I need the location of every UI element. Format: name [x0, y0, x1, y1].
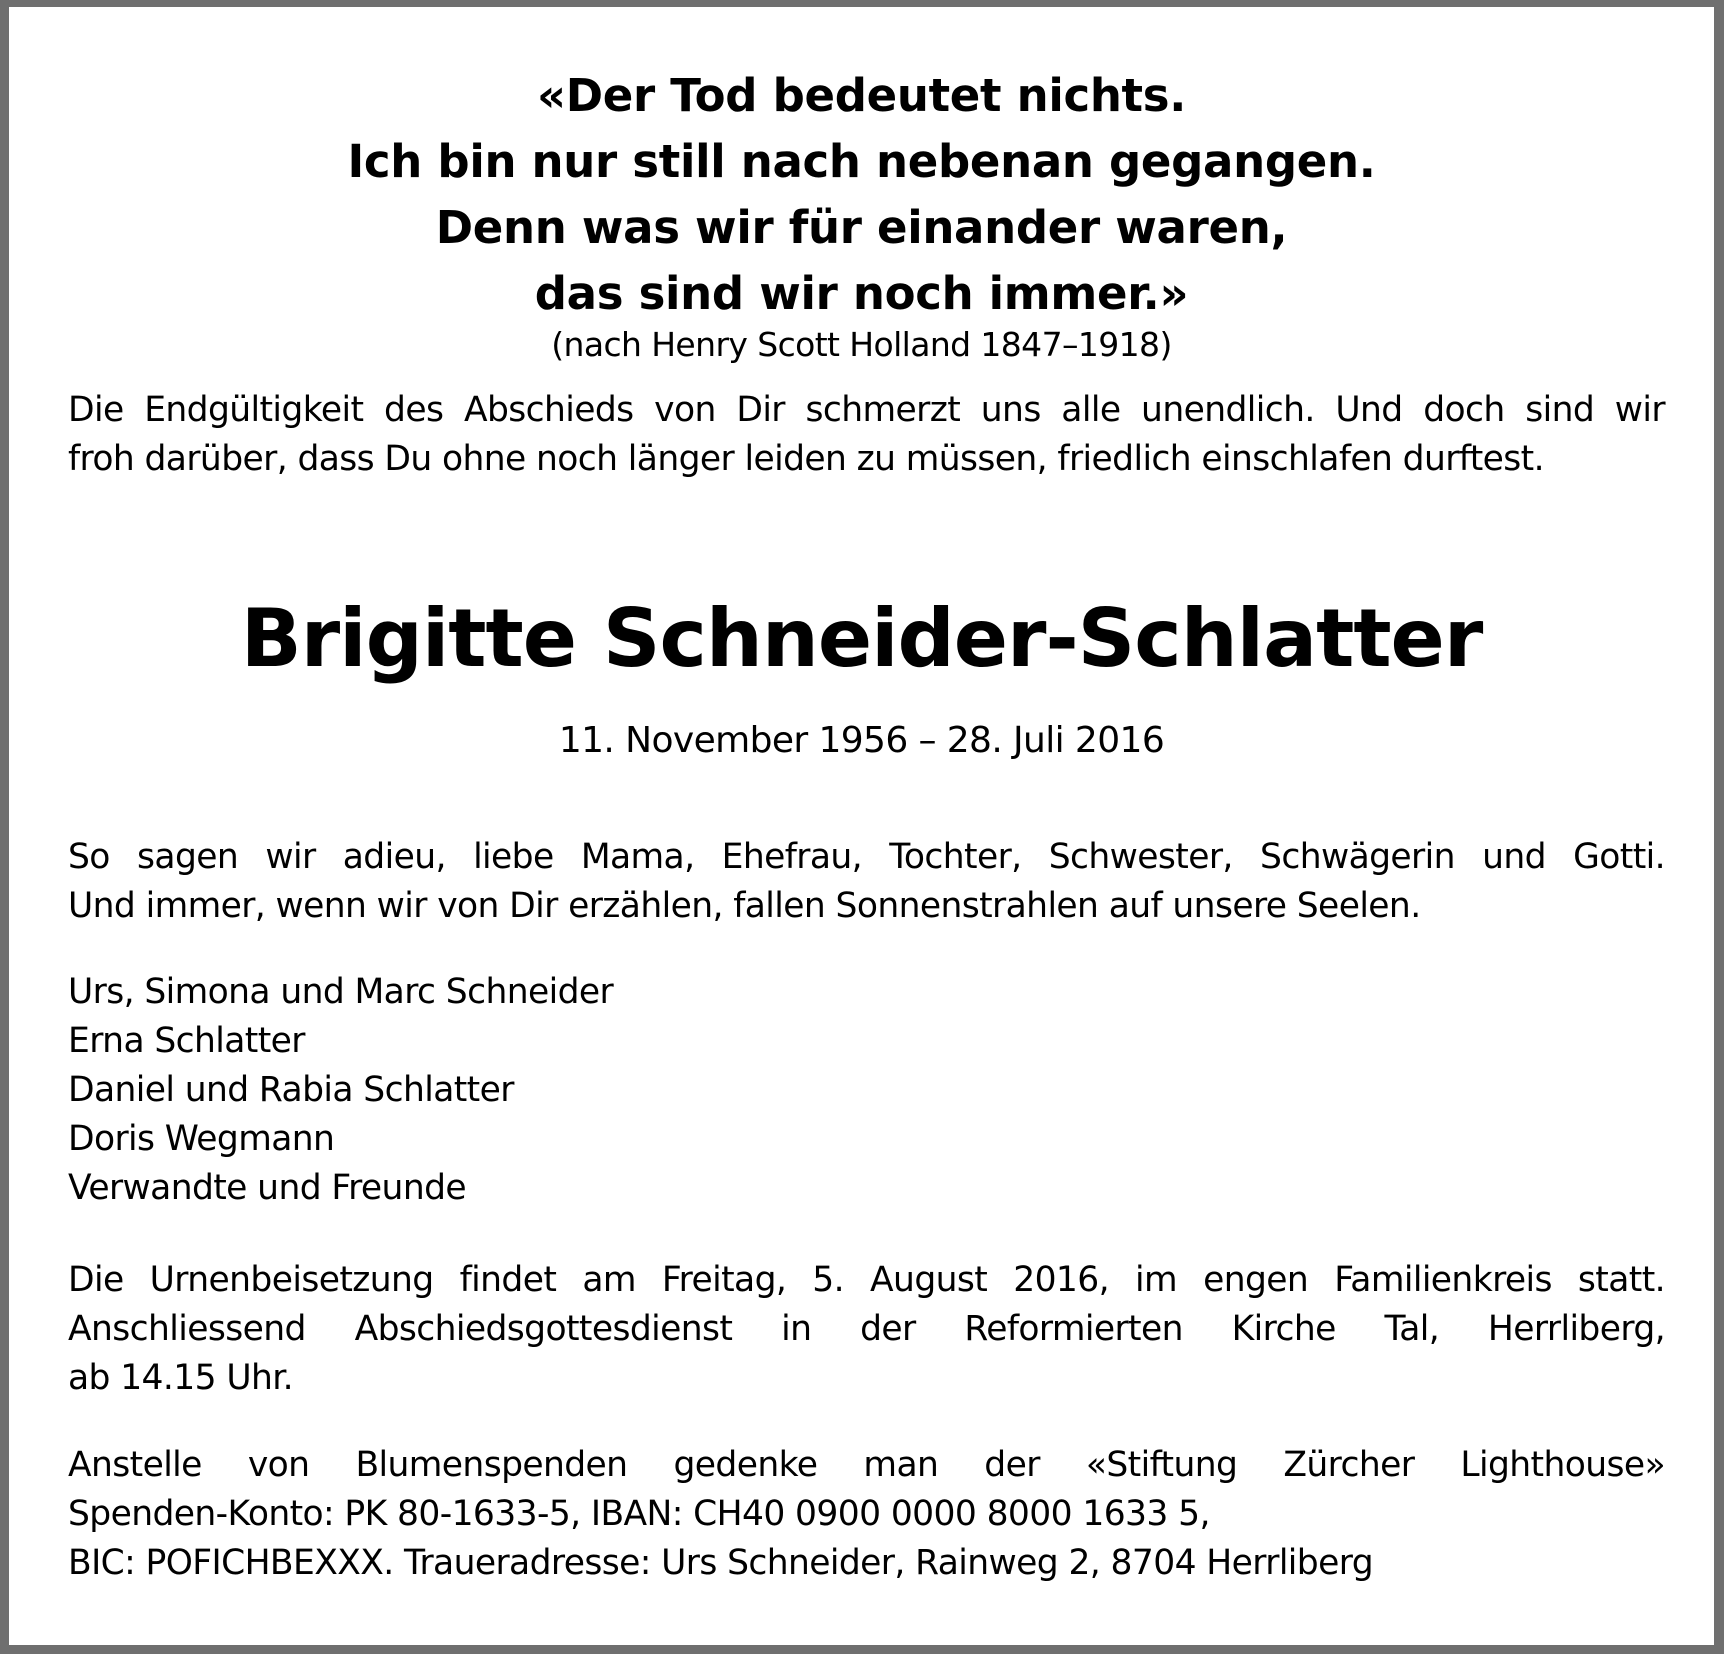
intro-paragraph — [68, 386, 1665, 484]
intro-line: froh darüber, dass Du ohne noch länger leiden zu müssen, friedlich einschlafen durftest. — [68, 439, 1544, 479]
quote-attribution: (nach Henry Scott Holland 1847–1918) — [551, 325, 1172, 364]
ceremony-line: ab 14.15 Uhr. — [68, 1358, 294, 1398]
memorial-quote — [9, 63, 1714, 327]
donation-paragraph — [68, 1441, 1665, 1588]
mourner-item: Daniel und Rabia Schlatter — [68, 1070, 514, 1110]
ceremony-line: Die Urnenbeisetzung findet am Freitag, 5. August 2016, im engen Familienkreis statt. — [68, 1260, 1665, 1300]
donation-line: BIC: POFICHBEXXX. Traueradresse: Urs Schneider, Rainweg 2, 8704 Herrliberg — [68, 1543, 1373, 1583]
farewell-paragraph — [68, 833, 1665, 931]
mourners-list — [68, 968, 1665, 1213]
mourner-item: Urs, Simona und Marc Schneider — [68, 972, 614, 1012]
quote-line: Denn was wir für einander waren, — [435, 201, 1288, 254]
deceased-name: Brigitte Schneider-Schlatter — [240, 592, 1483, 685]
quote-line: das sind wir noch immer.» — [534, 267, 1189, 320]
farewell-line: So sagen wir adieu, liebe Mama, Ehefrau, Tochter, Schwester, Schwägerin und Gotti. — [68, 837, 1665, 877]
donation-line: Spenden-Konto: PK 80-1633-5, IBAN: CH40 0900 0000 8000 1633 5, — [68, 1494, 1210, 1534]
obituary-notice — [9, 7, 1714, 1645]
mourner-item: Doris Wegmann — [68, 1119, 335, 1159]
donation-line: Anstelle von Blumenspenden gedenke man der «Stiftung Zürcher Lighthouse» — [68, 1445, 1665, 1485]
life-dates: 11. November 1956 – 28. Juli 2016 — [558, 720, 1165, 761]
quote-line: «Der Tod bedeutet nichts. — [536, 69, 1187, 122]
mourner-item: Verwandte und Freunde — [68, 1168, 467, 1208]
intro-line: Die Endgültigkeit des Abschieds von Dir schmerzt uns alle unendlich. Und doch sind wir — [68, 390, 1665, 430]
mourner-item: Erna Schlatter — [68, 1021, 305, 1061]
farewell-line: Und immer, wenn wir von Dir erzählen, fallen Sonnenstrahlen auf unsere Seelen. — [68, 886, 1421, 926]
ceremony-paragraph — [68, 1256, 1665, 1403]
ceremony-line: Anschliessend Abschiedsgottesdienst in der Reformierten Kirche Tal, Herrliberg, — [68, 1309, 1665, 1349]
quote-line: Ich bin nur still nach nebenan gegangen. — [347, 135, 1376, 188]
